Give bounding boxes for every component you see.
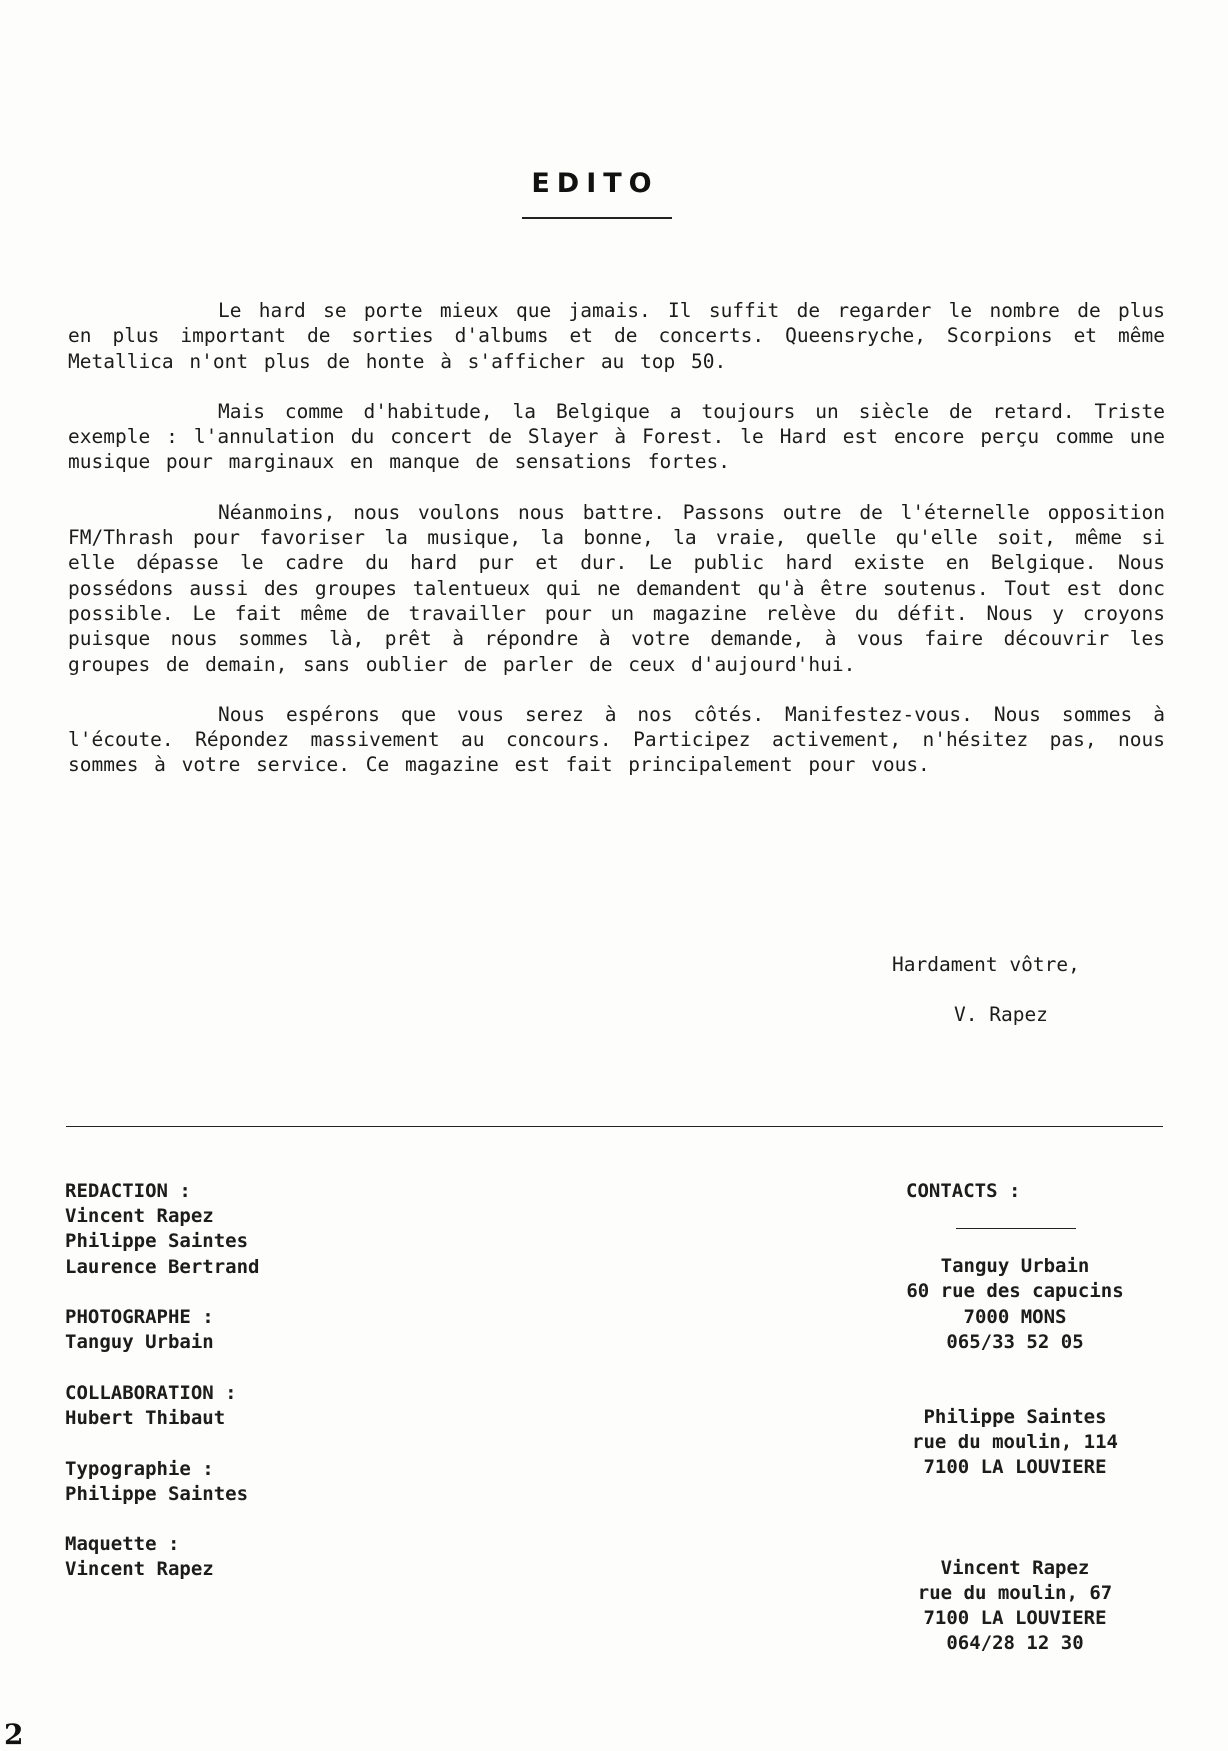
edito-paragraph: Néanmoins, nous voulons nous battre. Passons outre de l'éternelle opposition FM/Thrash pour favoriser la musique, la bonne, la vraie, quelle qu'elle soit, même si elle dépasse le cadre du hard pur et dur. Le public hard existe en Belgique. Nous possédons aussi des groupes talentueux qui ne demandent qu'à être soutenus. Tout est donc possible. Le fait même de travailler pour un magazine relève du défit. Nous y croyons puisque nous sommes là, prêt à répondre à votre demande, à vous faire découvrir les groupes de demain, sans oublier de parler de ceux d'aujourd'hui. [68, 500, 1165, 676]
credit-person: Vincent Rapez [65, 1558, 214, 1581]
contacts-heading: CONTACTS : [906, 1180, 1021, 1202]
credit-group-typographie [65, 1457, 465, 1507]
credit-person: Vincent Rapez [65, 1205, 214, 1228]
edito-title: EDITO [531, 168, 659, 199]
section-divider [66, 1126, 1163, 1127]
credit-group-collaboration [65, 1381, 465, 1431]
contact-city: 7000 MONS [963, 1305, 1067, 1328]
contact-city: 7100 LA LOUVIERE [923, 1607, 1107, 1630]
page-number: 2 [4, 1718, 24, 1751]
contact-name: Vincent Rapez [940, 1556, 1090, 1579]
credit-label: REDACTION : [65, 1180, 191, 1202]
credit-group-photographe [65, 1305, 465, 1355]
signature: V. Rapez [954, 1003, 1048, 1026]
credit-label: COLLABORATION : [65, 1381, 237, 1404]
edito-signoff [892, 952, 1162, 1027]
credit-group-redaction [65, 1179, 465, 1280]
contact-phone: 065/33 52 05 [946, 1330, 1084, 1353]
credit-person: Philippe Saintes [65, 1482, 249, 1505]
credit-group-maquette [65, 1532, 465, 1582]
contact-street: rue du moulin, 114 [912, 1431, 1118, 1454]
credit-label: Typographie : [65, 1457, 214, 1480]
contact-street: 60 rue des capucins [906, 1280, 1124, 1303]
credit-person: Philippe Saintes [65, 1230, 249, 1253]
edito-body [68, 298, 1165, 803]
contact-entry [850, 1556, 1180, 1657]
edito-paragraph: Mais comme d'habitude, la Belgique a toujours un siècle de retard. Triste exemple : l'annulation du concert de Slayer à Forest. le Hard est encore perçu comme une musique pour marginaux en manque de sensations fortes. [68, 399, 1165, 474]
contact-city: 7100 LA LOUVIERE [923, 1456, 1107, 1479]
contact-phone: 064/28 12 30 [946, 1632, 1084, 1655]
credits-column [65, 1179, 465, 1608]
edito-paragraph: Nous espérons que vous serez à nos côtés. Manifestez-vous. Nous sommes à l'écoute. Répondez massivement au concours. Participez activement, n'hésitez pas, nous sommes à votre service. Ce magazine est fait principalement pour vous. [68, 702, 1165, 777]
credit-person: Tanguy Urbain [65, 1331, 214, 1354]
credit-person: Hubert Thibaut [65, 1407, 226, 1430]
contact-name: Tanguy Urbain [940, 1255, 1090, 1278]
credit-label: PHOTOGRAPHE : [65, 1306, 214, 1329]
credit-person: Laurence Bertrand [65, 1255, 260, 1278]
contacts-underline [956, 1228, 1076, 1229]
edito-paragraph: Le hard se porte mieux que jamais. Il suffit de regarder le nombre de plus en plus important de sorties d'albums et de concerts. Queensryche, Scorpions et même Metallica n'ont plus de honte à s'afficher au top 50. [68, 299, 1165, 373]
contact-street: rue du moulin, 67 [917, 1581, 1113, 1604]
closing-line: Hardament vôtre, [892, 953, 1080, 976]
title-underline [522, 217, 672, 219]
credit-label: Maquette : [65, 1533, 180, 1556]
contact-entry [850, 1254, 1180, 1355]
contacts-column [850, 1179, 1180, 1706]
contact-name: Philippe Saintes [923, 1406, 1107, 1429]
contact-entry [850, 1405, 1180, 1481]
